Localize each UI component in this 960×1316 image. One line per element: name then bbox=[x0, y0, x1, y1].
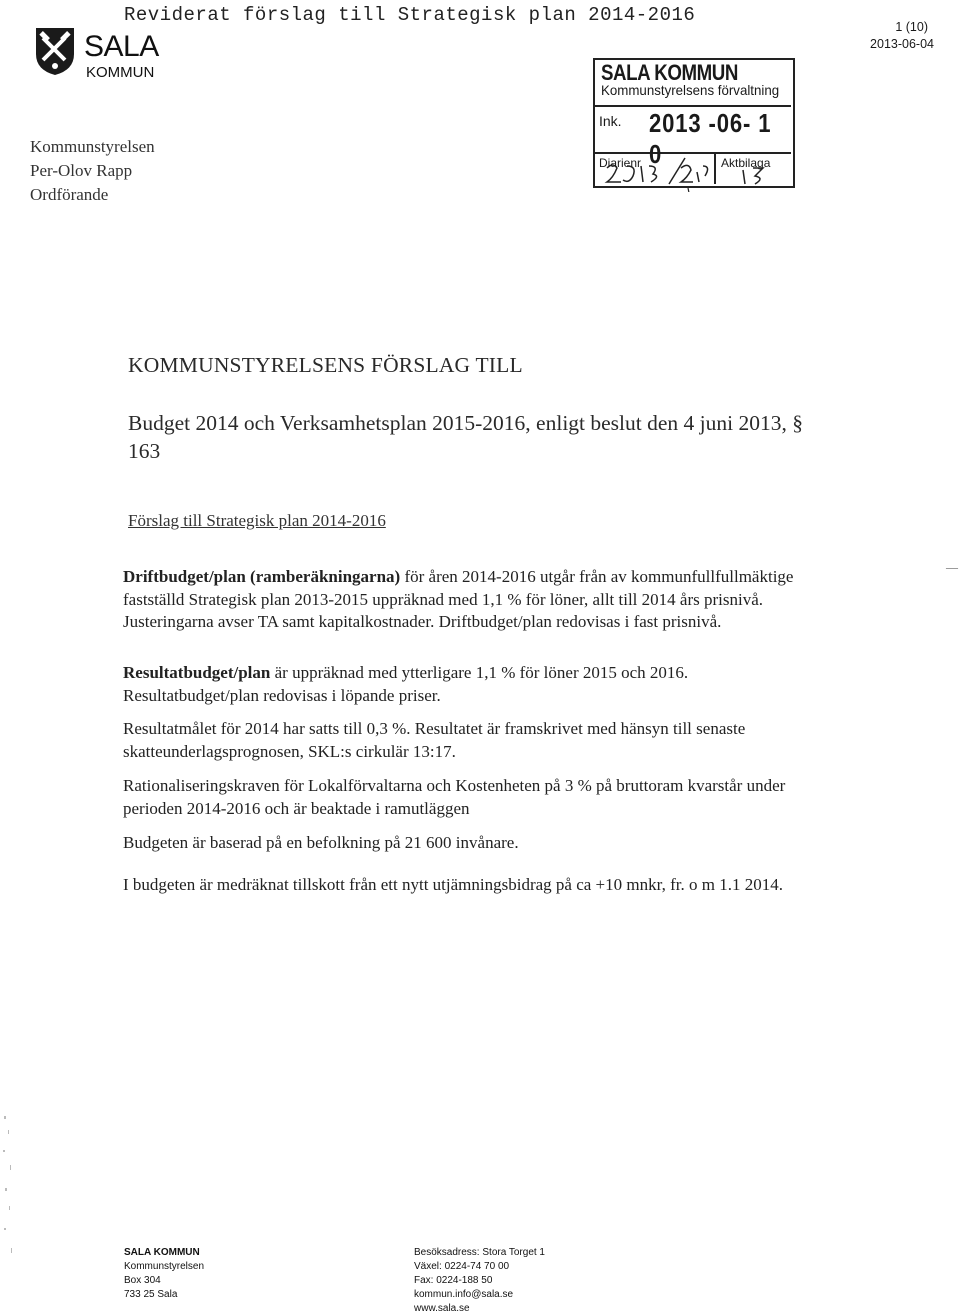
paragraph-text: för åren 2014-2016 utgår från av kommunfullfullmäktige fastställd Strategisk plan 2013-2015 uppräknad med 1,1 % för löner, allt till 2014 års prisnivå. Justeringarna avser TA samt kapitalkostnader. Driftbudget/plan redovisas i fast prisnivå. bbox=[123, 567, 794, 631]
municipality-logo bbox=[30, 12, 180, 82]
stamp-attachment-label: Aktbilaga bbox=[721, 156, 771, 170]
footer-fax: Fax: 0224-188 50 bbox=[414, 1275, 493, 1286]
footer-address bbox=[124, 1246, 204, 1302]
stamp-title: SALA KOMMUN bbox=[601, 60, 738, 85]
paragraph-text: är uppräknad med ytterligare 1,1 % för löner 2015 och 2016. Resultatbudget/plan redovisas i löpande priser. bbox=[123, 663, 689, 705]
stamp-divider bbox=[593, 105, 791, 107]
footer-box: Box 304 bbox=[124, 1275, 161, 1286]
scan-edge-noise bbox=[0, 1110, 18, 1270]
sender-department: Kommunstyrelsen bbox=[30, 137, 155, 156]
stamp-handwriting bbox=[593, 152, 793, 192]
paragraph-resultatbudget bbox=[123, 662, 803, 707]
header-note: Reviderat förslag till Strategisk plan 2014-2016 bbox=[124, 4, 696, 26]
paragraph-driftbudget bbox=[123, 566, 803, 634]
document-title: KOMMUNSTYRELSENS FÖRSLAG TILL bbox=[128, 353, 523, 377]
sender-name: Per-Olov Rapp bbox=[30, 161, 133, 180]
section-heading: Förslag till Strategisk plan 2014-2016 bbox=[128, 511, 386, 530]
stamp-subtitle: Kommunstyrelsens förvaltning bbox=[601, 82, 780, 98]
received-stamp bbox=[593, 58, 793, 190]
margin-mark: — bbox=[946, 560, 958, 574]
footer-web: www.sala.se bbox=[414, 1303, 470, 1314]
paragraph-bold-lead: Driftbudget/plan (ramberäkningarna) bbox=[123, 567, 401, 586]
paragraph-utjamning: I budgeten är medräknat tillskott från ett nytt utjämningsbidrag på ca +10 mnkr, fr. o m 1.1 2014. bbox=[123, 875, 783, 894]
footer-org: SALA KOMMUN bbox=[124, 1247, 200, 1258]
paragraph-befolkning: Budgeten är baserad på en befolkning på 21 600 invånare. bbox=[123, 833, 519, 852]
sender-role: Ordförande bbox=[30, 185, 109, 204]
paragraph-bold-lead: Resultatbudget/plan bbox=[123, 663, 271, 682]
stamp-dnr-label: Diarienr bbox=[599, 156, 642, 170]
document-date: 2013-06-04 bbox=[870, 37, 934, 51]
stamp-received-date: 2013 -06- 1 0 bbox=[649, 108, 772, 169]
footer-visit: Besöksadress: Stora Torget 1 bbox=[414, 1247, 545, 1258]
paragraph-rationalisering: Rationaliseringskraven för Lokalförvaltarna och Kostenheten på 3 % på bruttoram kvarstår under perioden 2014-2016 och är beaktade i ramutläggen bbox=[123, 776, 786, 818]
paragraph-resultatmal: Resultatmålet för 2014 har satts till 0,3 %. Resultatet är framskrivet med hänsyn till senaste skatteunderlagsprognosen, SKL:s cirkulär 13:17. bbox=[123, 719, 746, 761]
logo-sub: KOMMUN bbox=[86, 64, 155, 81]
footer-dept: Kommunstyrelsen bbox=[124, 1261, 205, 1272]
crest-icon bbox=[34, 26, 76, 76]
footer-email: kommun.info@sala.se bbox=[414, 1289, 514, 1300]
page-number: 1 (10) bbox=[895, 20, 928, 34]
footer-contact bbox=[414, 1246, 545, 1316]
logo-name: SALA bbox=[84, 30, 159, 63]
footer-postal: 733 25 Sala bbox=[124, 1289, 178, 1300]
footer-phone: Växel: 0224-74 70 00 bbox=[414, 1261, 510, 1272]
document-subtitle: Budget 2014 och Verksamhetsplan 2015-2016, enligt beslut den 4 juni 2013, § 163 bbox=[128, 411, 803, 463]
sender-block bbox=[30, 135, 155, 207]
stamp-received-label: Ink. bbox=[599, 113, 622, 129]
